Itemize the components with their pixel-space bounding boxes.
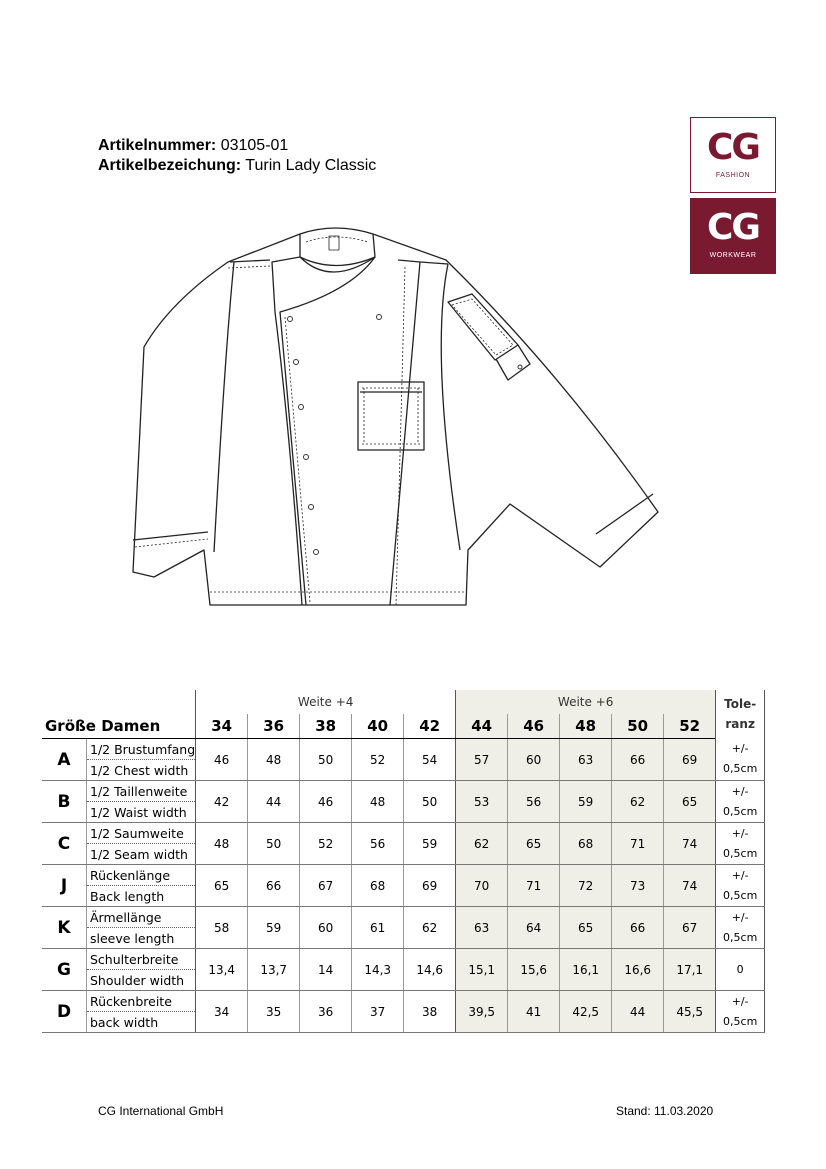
measurement-value: 59: [248, 907, 300, 949]
measurement-value: 74: [664, 823, 716, 865]
size-header: 46: [508, 714, 560, 739]
measurement-row-top: [42, 991, 765, 1012]
group-header-weite-4: Weite +4: [196, 690, 456, 714]
measurement-value: 65: [196, 865, 248, 907]
size-header: 50: [612, 714, 664, 739]
size-chart-title: Größe Damen: [42, 714, 196, 739]
measurement-value: 14,6: [404, 949, 456, 991]
measurement-value: 70: [456, 865, 508, 907]
size-header: 52: [664, 714, 716, 739]
measurement-value: 53: [456, 781, 508, 823]
measurement-value: 37: [352, 991, 404, 1033]
measurement-value: 63: [456, 907, 508, 949]
size-chart-table: [42, 690, 765, 1033]
measurement-value: 17,1: [664, 949, 716, 991]
measurement-value: 60: [508, 739, 560, 781]
tolerance-line: 0: [736, 962, 744, 976]
footer-date: Stand: 11.03.2020: [616, 1104, 714, 1118]
article-name-label: Artikelbezeichung:: [98, 157, 242, 174]
tolerance-line: +/-: [731, 742, 749, 756]
article-header: [98, 136, 376, 176]
measurement-value: 39,5: [456, 991, 508, 1033]
measurement-value: 60: [300, 907, 352, 949]
measurement-row-top: [42, 739, 765, 760]
size-header: 34: [196, 714, 248, 739]
logo-mark: CG: [707, 207, 759, 248]
logo-mark: CG: [707, 127, 759, 168]
measurement-label-en: 1/2 Chest width: [87, 760, 196, 781]
measurement-letter: K: [42, 907, 87, 949]
tolerance-line: 0,5cm: [723, 846, 758, 860]
measurement-value: 72: [560, 865, 612, 907]
measurement-value: 74: [664, 865, 716, 907]
tolerance-line: 0,5cm: [723, 888, 758, 902]
measurement-label-en: 1/2 Seam width: [87, 844, 196, 865]
measurement-value: 57: [456, 739, 508, 781]
measurement-value: 63: [560, 739, 612, 781]
measurement-value: 46: [300, 781, 352, 823]
measurement-letter: D: [42, 991, 87, 1033]
article-name: Turin Lady Classic: [245, 157, 377, 174]
tolerance-line: 0,5cm: [723, 930, 758, 944]
measurement-value: 68: [560, 823, 612, 865]
measurement-value: 68: [352, 865, 404, 907]
measurement-label-de: 1/2 Taillenweite: [87, 781, 196, 802]
measurement-value: 62: [456, 823, 508, 865]
measurement-value: 13,4: [196, 949, 248, 991]
article-name-line: [98, 156, 376, 176]
measurement-value: 66: [612, 907, 664, 949]
measurement-value: 62: [404, 907, 456, 949]
measurement-label-en: sleeve length: [87, 928, 196, 949]
article-number-label: Artikelnummer:: [98, 137, 217, 154]
measurement-value: 48: [352, 781, 404, 823]
measurement-value: 65: [508, 823, 560, 865]
jacket-technical-drawing: [130, 212, 670, 612]
measurement-value: 16,1: [560, 949, 612, 991]
measurement-row-top: [42, 865, 765, 886]
measurement-value: 52: [352, 739, 404, 781]
measurement-value: 54: [404, 739, 456, 781]
measurement-label-en: Shoulder width: [87, 970, 196, 991]
measurement-value: 44: [248, 781, 300, 823]
measurement-row-top: [42, 949, 765, 970]
measurement-value: 73: [612, 865, 664, 907]
measurement-label-en: back width: [87, 1012, 196, 1033]
size-header: 48: [560, 714, 612, 739]
measurement-value: 66: [248, 865, 300, 907]
measurement-letter: G: [42, 949, 87, 991]
measurement-value: 59: [560, 781, 612, 823]
size-header: 38: [300, 714, 352, 739]
tolerance-cell: [716, 991, 765, 1033]
logo-subtitle: WORKWEAR: [709, 252, 757, 259]
measurement-label-de: Rückenlänge: [87, 865, 196, 886]
measurement-value: 44: [612, 991, 664, 1033]
article-number-line: [98, 136, 376, 156]
tolerance-cell: [716, 739, 765, 781]
measurement-value: 50: [248, 823, 300, 865]
measurement-value: 50: [300, 739, 352, 781]
measurement-value: 59: [404, 823, 456, 865]
group-header-spacer: [42, 690, 196, 714]
measurement-value: 48: [196, 823, 248, 865]
measurement-value: 56: [352, 823, 404, 865]
measurement-value: 65: [664, 781, 716, 823]
measurement-value: 58: [196, 907, 248, 949]
measurement-value: 46: [196, 739, 248, 781]
tolerance-cell: [716, 907, 765, 949]
logo-subtitle: FASHION: [715, 172, 751, 179]
measurement-value: 42: [196, 781, 248, 823]
tolerance-line: +/-: [731, 910, 749, 924]
measurement-value: 16,6: [612, 949, 664, 991]
tolerance-line: 0,5cm: [723, 1014, 758, 1028]
measurement-value: 15,6: [508, 949, 560, 991]
measurement-value: 56: [508, 781, 560, 823]
group-header-weite-6: Weite +6: [456, 690, 716, 714]
size-header: 40: [352, 714, 404, 739]
size-header: 36: [248, 714, 300, 739]
measurement-value: 67: [300, 865, 352, 907]
measurement-value: 67: [664, 907, 716, 949]
measurement-label-de: 1/2 Brustumfang: [87, 739, 196, 760]
measurement-value: 52: [300, 823, 352, 865]
measurement-value: 66: [612, 739, 664, 781]
article-number: 03105-01: [220, 137, 289, 154]
measurement-value: 61: [352, 907, 404, 949]
measurement-value: 48: [248, 739, 300, 781]
measurement-value: 38: [404, 991, 456, 1033]
tolerance-line: 0,5cm: [723, 804, 758, 818]
tolerance-line: +/-: [731, 868, 749, 882]
measurement-label-de: 1/2 Saumweite: [87, 823, 196, 844]
measurement-label-de: Schulterbreite: [87, 949, 196, 970]
measurement-value: 65: [560, 907, 612, 949]
tolerance-line: +/-: [731, 994, 749, 1008]
tolerance-header-line: Tole-: [724, 697, 757, 712]
measurement-value: 71: [612, 823, 664, 865]
size-header: 44: [456, 714, 508, 739]
measurement-value: 42,5: [560, 991, 612, 1033]
measurement-letter: C: [42, 823, 87, 865]
measurement-value: 50: [404, 781, 456, 823]
tolerance-cell: [716, 781, 765, 823]
group-header-row: [42, 690, 765, 714]
measurement-row-top: [42, 823, 765, 844]
measurement-value: 14,3: [352, 949, 404, 991]
measurement-label-de: Rückenbreite: [87, 991, 196, 1012]
measurement-value: 34: [196, 991, 248, 1033]
tolerance-header-line: ranz: [725, 717, 755, 732]
tolerance-cell: [716, 865, 765, 907]
measurement-letter: J: [42, 865, 87, 907]
size-header: 42: [404, 714, 456, 739]
measurement-letter: B: [42, 781, 87, 823]
tolerance-header: [716, 690, 765, 739]
measurement-value: 69: [664, 739, 716, 781]
measurement-value: 36: [300, 991, 352, 1033]
measurement-value: 15,1: [456, 949, 508, 991]
measurement-label-en: 1/2 Waist width: [87, 802, 196, 823]
measurement-value: 71: [508, 865, 560, 907]
measurement-value: 45,5: [664, 991, 716, 1033]
measurement-value: 64: [508, 907, 560, 949]
measurement-row-top: [42, 781, 765, 802]
measurement-label-en: Back length: [87, 886, 196, 907]
measurement-row-top: [42, 907, 765, 928]
measurement-letter: A: [42, 739, 87, 781]
measurement-value: 62: [612, 781, 664, 823]
size-header-row: [42, 714, 765, 739]
measurement-label-de: Ärmellänge: [87, 907, 196, 928]
cg-fashion-logo: [690, 117, 776, 193]
measurement-value: 69: [404, 865, 456, 907]
measurement-value: 14: [300, 949, 352, 991]
tolerance-cell: [716, 823, 765, 865]
tolerance-line: 0,5cm: [723, 762, 758, 776]
tolerance-line: +/-: [731, 784, 749, 798]
footer-company: CG International GmbH: [98, 1104, 224, 1118]
tolerance-line: +/-: [731, 826, 749, 840]
measurement-value: 13,7: [248, 949, 300, 991]
cg-workwear-logo: [690, 198, 776, 274]
measurement-value: 41: [508, 991, 560, 1033]
tolerance-cell: [716, 949, 765, 991]
measurement-value: 35: [248, 991, 300, 1033]
measurement-rows: [42, 739, 765, 1033]
